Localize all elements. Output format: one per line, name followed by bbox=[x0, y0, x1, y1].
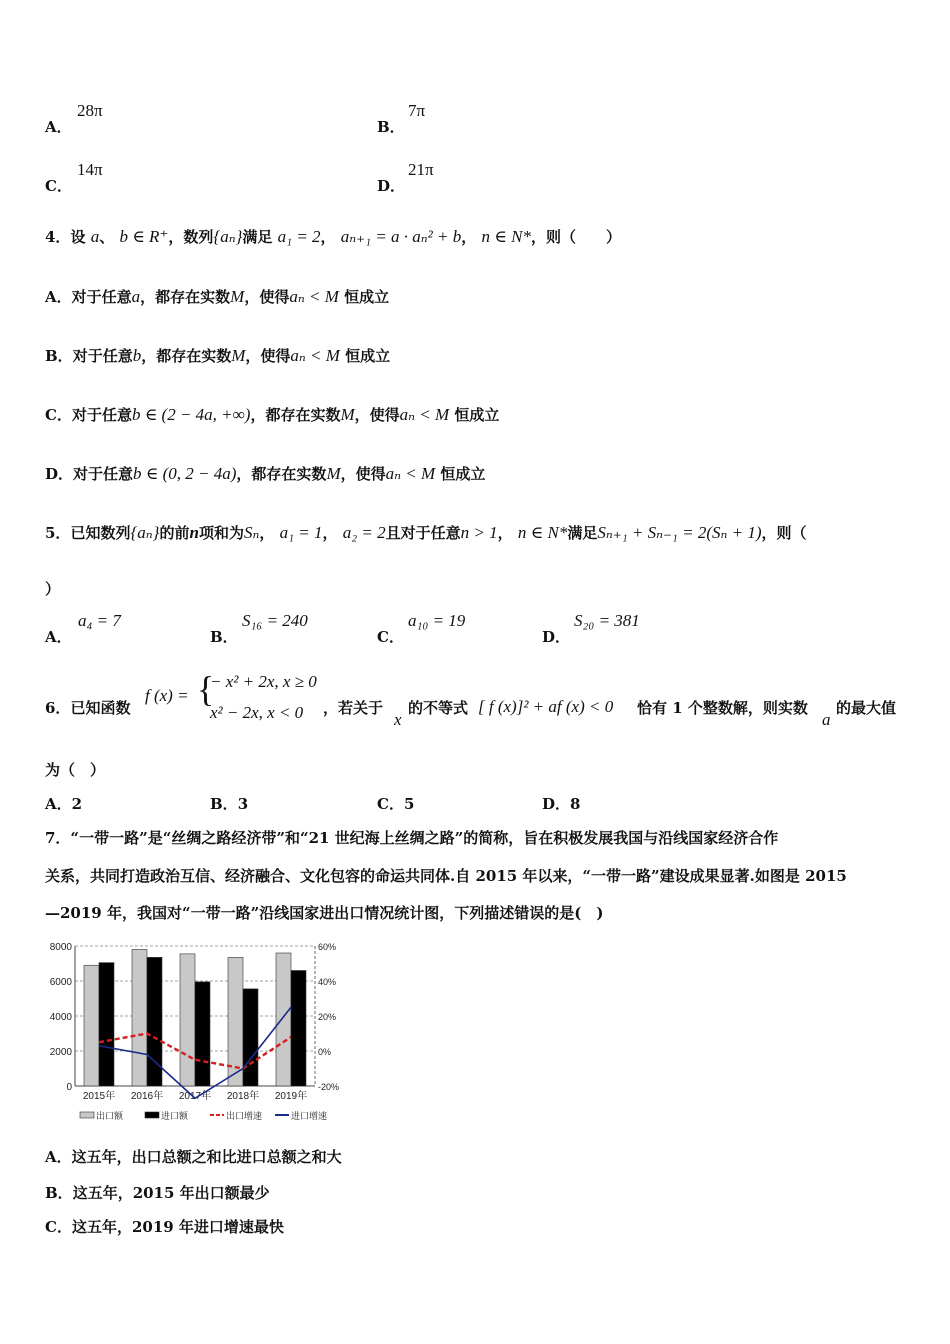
q4-option-b bbox=[45, 345, 390, 366]
option-label: C． bbox=[45, 406, 72, 424]
option-label: A． bbox=[45, 1148, 72, 1166]
export-bar bbox=[180, 954, 195, 1086]
q5-text: 已知数列 bbox=[70, 524, 131, 542]
q4-var-a: a bbox=[90, 227, 100, 246]
right-tick-label: 20% bbox=[318, 1012, 337, 1022]
option-math: b ∈ (0, 2 − 4a) bbox=[133, 464, 237, 483]
q6-text: ，若关于 bbox=[323, 699, 384, 717]
export-bar bbox=[276, 953, 291, 1086]
right-tick-label: 0% bbox=[318, 1047, 332, 1057]
right-tick-label: 60% bbox=[318, 942, 337, 952]
q6-text: 已知函数 bbox=[70, 699, 131, 717]
option-text: ，都存在实数 bbox=[141, 347, 232, 365]
option-math: aₙ < M bbox=[290, 346, 340, 365]
option-text: 恒成立 bbox=[345, 347, 391, 365]
option-label: D． bbox=[45, 465, 74, 483]
q7-line-2: 关系，共同打造政治互信、经济融合、文化包容的命运共同体.自 2015 年以来，“一带一路”建设成果显著.如图是 2015 bbox=[45, 867, 847, 885]
q6-text: 的不等式 bbox=[408, 699, 469, 717]
option-text: 恒成立 bbox=[454, 406, 500, 424]
q5-math: {aₙ} bbox=[130, 523, 160, 542]
q4-seq: {aₙ} bbox=[213, 227, 243, 246]
x-tick-label: 2016年 bbox=[130, 1091, 164, 1102]
q4-text: ，数列 bbox=[168, 228, 214, 246]
q6-brace: { bbox=[197, 669, 215, 709]
option-text: ，使得 bbox=[245, 347, 291, 365]
q5-math: Sₙ bbox=[243, 523, 260, 542]
option-value: 3 bbox=[237, 795, 249, 813]
q6-text: 为（ ） bbox=[45, 761, 106, 779]
q6-inequality: [ f (x)]² + af (x) < 0 bbox=[478, 697, 614, 716]
q6-option-d bbox=[542, 793, 580, 814]
q3-option-d-label: D． bbox=[377, 177, 406, 195]
q5-text: 满足 bbox=[567, 524, 598, 542]
q3-option-a-label: A． bbox=[45, 118, 72, 136]
q5-math: n bbox=[189, 523, 199, 542]
q6-option-a bbox=[45, 793, 82, 814]
q4-text: 、 bbox=[99, 228, 115, 246]
q4-text: ， bbox=[320, 228, 336, 246]
option-text: ，都存在实数 bbox=[236, 465, 327, 483]
q6-text: 的最大值 bbox=[836, 699, 897, 717]
q5-text: ， bbox=[259, 524, 275, 542]
option-value: 这五年，2015 年出口额最少 bbox=[72, 1184, 270, 1202]
q5-math: n ∈ N* bbox=[517, 523, 568, 542]
option-text: ，都存在实数 bbox=[140, 288, 231, 306]
option-text: 恒成立 bbox=[344, 288, 390, 306]
q4-cond2: aₙ₊₁ = a · aₙ² + b bbox=[340, 227, 462, 246]
q4-text: ，则（ ） bbox=[530, 228, 621, 246]
option-text: 对于任意 bbox=[73, 465, 134, 483]
q7-line-1: 7．“一带一路”是“丝绸之路经济带”和“21 世纪海上丝绸之路”的简称，旨在积极发展我国与沿线国家经济合作 bbox=[45, 829, 779, 847]
q5-option-d-value: S₂₀ = 381 bbox=[574, 611, 640, 630]
import-bar bbox=[195, 982, 210, 1086]
import-bar bbox=[99, 963, 114, 1086]
q3-option-c-value: 14π bbox=[77, 160, 103, 179]
option-text: ，使得 bbox=[340, 465, 386, 483]
import-bar bbox=[243, 989, 258, 1086]
x-tick-label: 2015年 bbox=[82, 1091, 116, 1102]
q6-text: 恰有 1 个整数解，则实数 bbox=[637, 699, 808, 717]
q4-option-c bbox=[45, 404, 499, 425]
option-math: aₙ < M bbox=[385, 464, 436, 483]
option-math: a bbox=[131, 287, 141, 306]
q7-option-a bbox=[45, 1146, 342, 1167]
option-text: ，使得 bbox=[244, 288, 290, 306]
q4-text: 满足 bbox=[242, 228, 273, 246]
option-label: D． bbox=[542, 795, 571, 813]
q7-line-3: —2019 年，我国对“一带一路”沿线国家进出口情况统计图，下列描述错误的是( ) bbox=[45, 904, 604, 922]
right-tick-label: 40% bbox=[318, 977, 337, 987]
q5-text: 的前 bbox=[159, 524, 190, 542]
left-tick-label: 2000 bbox=[49, 1047, 72, 1058]
option-text: 对于任意 bbox=[72, 347, 133, 365]
option-math: M bbox=[231, 346, 246, 365]
option-text: 对于任意 bbox=[71, 406, 132, 424]
option-math: b bbox=[132, 346, 142, 365]
q5-text: ， bbox=[322, 524, 338, 542]
q5-math: a₂ = 2 bbox=[342, 523, 386, 542]
option-value: 5 bbox=[403, 795, 415, 813]
legend-swatch bbox=[145, 1112, 159, 1118]
q5-text: ， bbox=[497, 524, 513, 542]
q5-math: a₁ = 1 bbox=[279, 523, 323, 542]
legend-label: 进口额 bbox=[161, 1112, 189, 1122]
left-tick-label: 4000 bbox=[49, 1012, 72, 1023]
q4-option-d bbox=[45, 463, 485, 484]
option-label: A． bbox=[45, 288, 72, 306]
legend-swatch bbox=[80, 1112, 94, 1118]
left-tick-label: 0 bbox=[66, 1082, 72, 1093]
left-tick-label: 8000 bbox=[49, 942, 72, 953]
option-math: aₙ < M bbox=[289, 287, 339, 306]
option-value: 这五年，2019 年进口增速最快 bbox=[71, 1218, 284, 1236]
option-label: B． bbox=[45, 1184, 73, 1202]
q4-option-a bbox=[45, 286, 389, 307]
option-label: C． bbox=[45, 1218, 72, 1236]
q7-option-c bbox=[45, 1216, 284, 1237]
option-value: 2 bbox=[71, 795, 83, 813]
legend-label: 进口增速 bbox=[291, 1112, 328, 1122]
option-value: 8 bbox=[570, 795, 581, 813]
q5-text: 项和为 bbox=[198, 524, 244, 542]
export-bar bbox=[84, 965, 99, 1086]
option-math: M bbox=[340, 405, 355, 424]
option-text: ，都存在实数 bbox=[250, 406, 341, 424]
q6-option-c bbox=[377, 793, 414, 814]
option-label: B． bbox=[210, 795, 238, 813]
q5-text: ） bbox=[45, 580, 61, 598]
import-bar bbox=[291, 971, 306, 1087]
q5-option-c-value: a₁₀ = 19 bbox=[408, 611, 466, 630]
q4-cond1: a₁ = 2 bbox=[277, 227, 321, 246]
q5-option-b-label: B． bbox=[210, 628, 238, 646]
q7-option-b bbox=[45, 1182, 270, 1203]
q3-option-b-value: 7π bbox=[408, 101, 426, 120]
q6-var-x: x bbox=[394, 710, 402, 729]
x-tick-label: 2019年 bbox=[274, 1091, 308, 1102]
q6-option-b bbox=[210, 793, 248, 814]
q6-piece-1: − x² + 2x, x ≥ 0 bbox=[210, 672, 317, 691]
option-label: B． bbox=[45, 347, 73, 365]
q5-text: ，则（ bbox=[761, 524, 807, 542]
option-label: A． bbox=[45, 795, 72, 813]
option-value: 这五年，出口总额之和比进口总额之和大 bbox=[71, 1148, 342, 1166]
x-tick-label: 2017年 bbox=[178, 1091, 212, 1102]
q5-option-a-value: a₄ = 7 bbox=[78, 611, 121, 630]
option-text: ，使得 bbox=[354, 406, 400, 424]
q5-math: Sₙ₊₁ + Sₙ₋₁ = 2(Sₙ + 1) bbox=[597, 523, 762, 542]
q4-text: ， bbox=[461, 228, 477, 246]
export-bar bbox=[132, 950, 147, 1087]
q6-number: 6． bbox=[45, 699, 71, 717]
q4-cond3: n ∈ N* bbox=[481, 227, 531, 246]
q5-stem bbox=[45, 522, 807, 543]
q3-option-c-label: C． bbox=[45, 177, 72, 195]
right-tick-label: -20% bbox=[318, 1082, 340, 1092]
q5-option-d-label: D． bbox=[542, 628, 571, 646]
q5-text: 且对于任意 bbox=[385, 524, 461, 542]
q6-function-name: f (x) = bbox=[145, 686, 189, 705]
option-math: M bbox=[326, 464, 341, 483]
option-text: 恒成立 bbox=[440, 465, 486, 483]
option-math: M bbox=[230, 287, 245, 306]
legend-label: 出口额 bbox=[96, 1112, 124, 1122]
option-text: 对于任意 bbox=[71, 288, 132, 306]
q6-lead bbox=[45, 697, 130, 718]
q3-option-d-value: 21π bbox=[408, 160, 434, 179]
q5-math: n > 1 bbox=[460, 523, 498, 542]
q3-option-a-value: 28π bbox=[77, 101, 103, 120]
x-tick-label: 2018年 bbox=[226, 1091, 260, 1102]
trade-chart bbox=[45, 936, 345, 1131]
q6-piece-2: x² − 2x, x < 0 bbox=[210, 703, 304, 722]
q5-number: 5． bbox=[45, 524, 71, 542]
legend-label: 出口增速 bbox=[226, 1112, 263, 1122]
option-math: b ∈ (2 − 4a, +∞) bbox=[131, 405, 251, 424]
q4-text: 设 bbox=[70, 228, 86, 246]
q4-set-b: b ∈ R⁺ bbox=[119, 227, 169, 246]
q4-stem bbox=[45, 226, 621, 247]
left-tick-label: 6000 bbox=[49, 977, 72, 988]
q6-var-a: a bbox=[822, 710, 831, 729]
q4-number: 4． bbox=[45, 228, 71, 246]
q5-option-c-label: C． bbox=[377, 628, 404, 646]
q3-option-b-label: B． bbox=[377, 118, 405, 136]
q5-option-b-value: S₁₆ = 240 bbox=[242, 611, 308, 630]
option-math: aₙ < M bbox=[399, 405, 450, 424]
option-label: C． bbox=[377, 795, 404, 813]
q5-option-a-label: A． bbox=[45, 628, 72, 646]
